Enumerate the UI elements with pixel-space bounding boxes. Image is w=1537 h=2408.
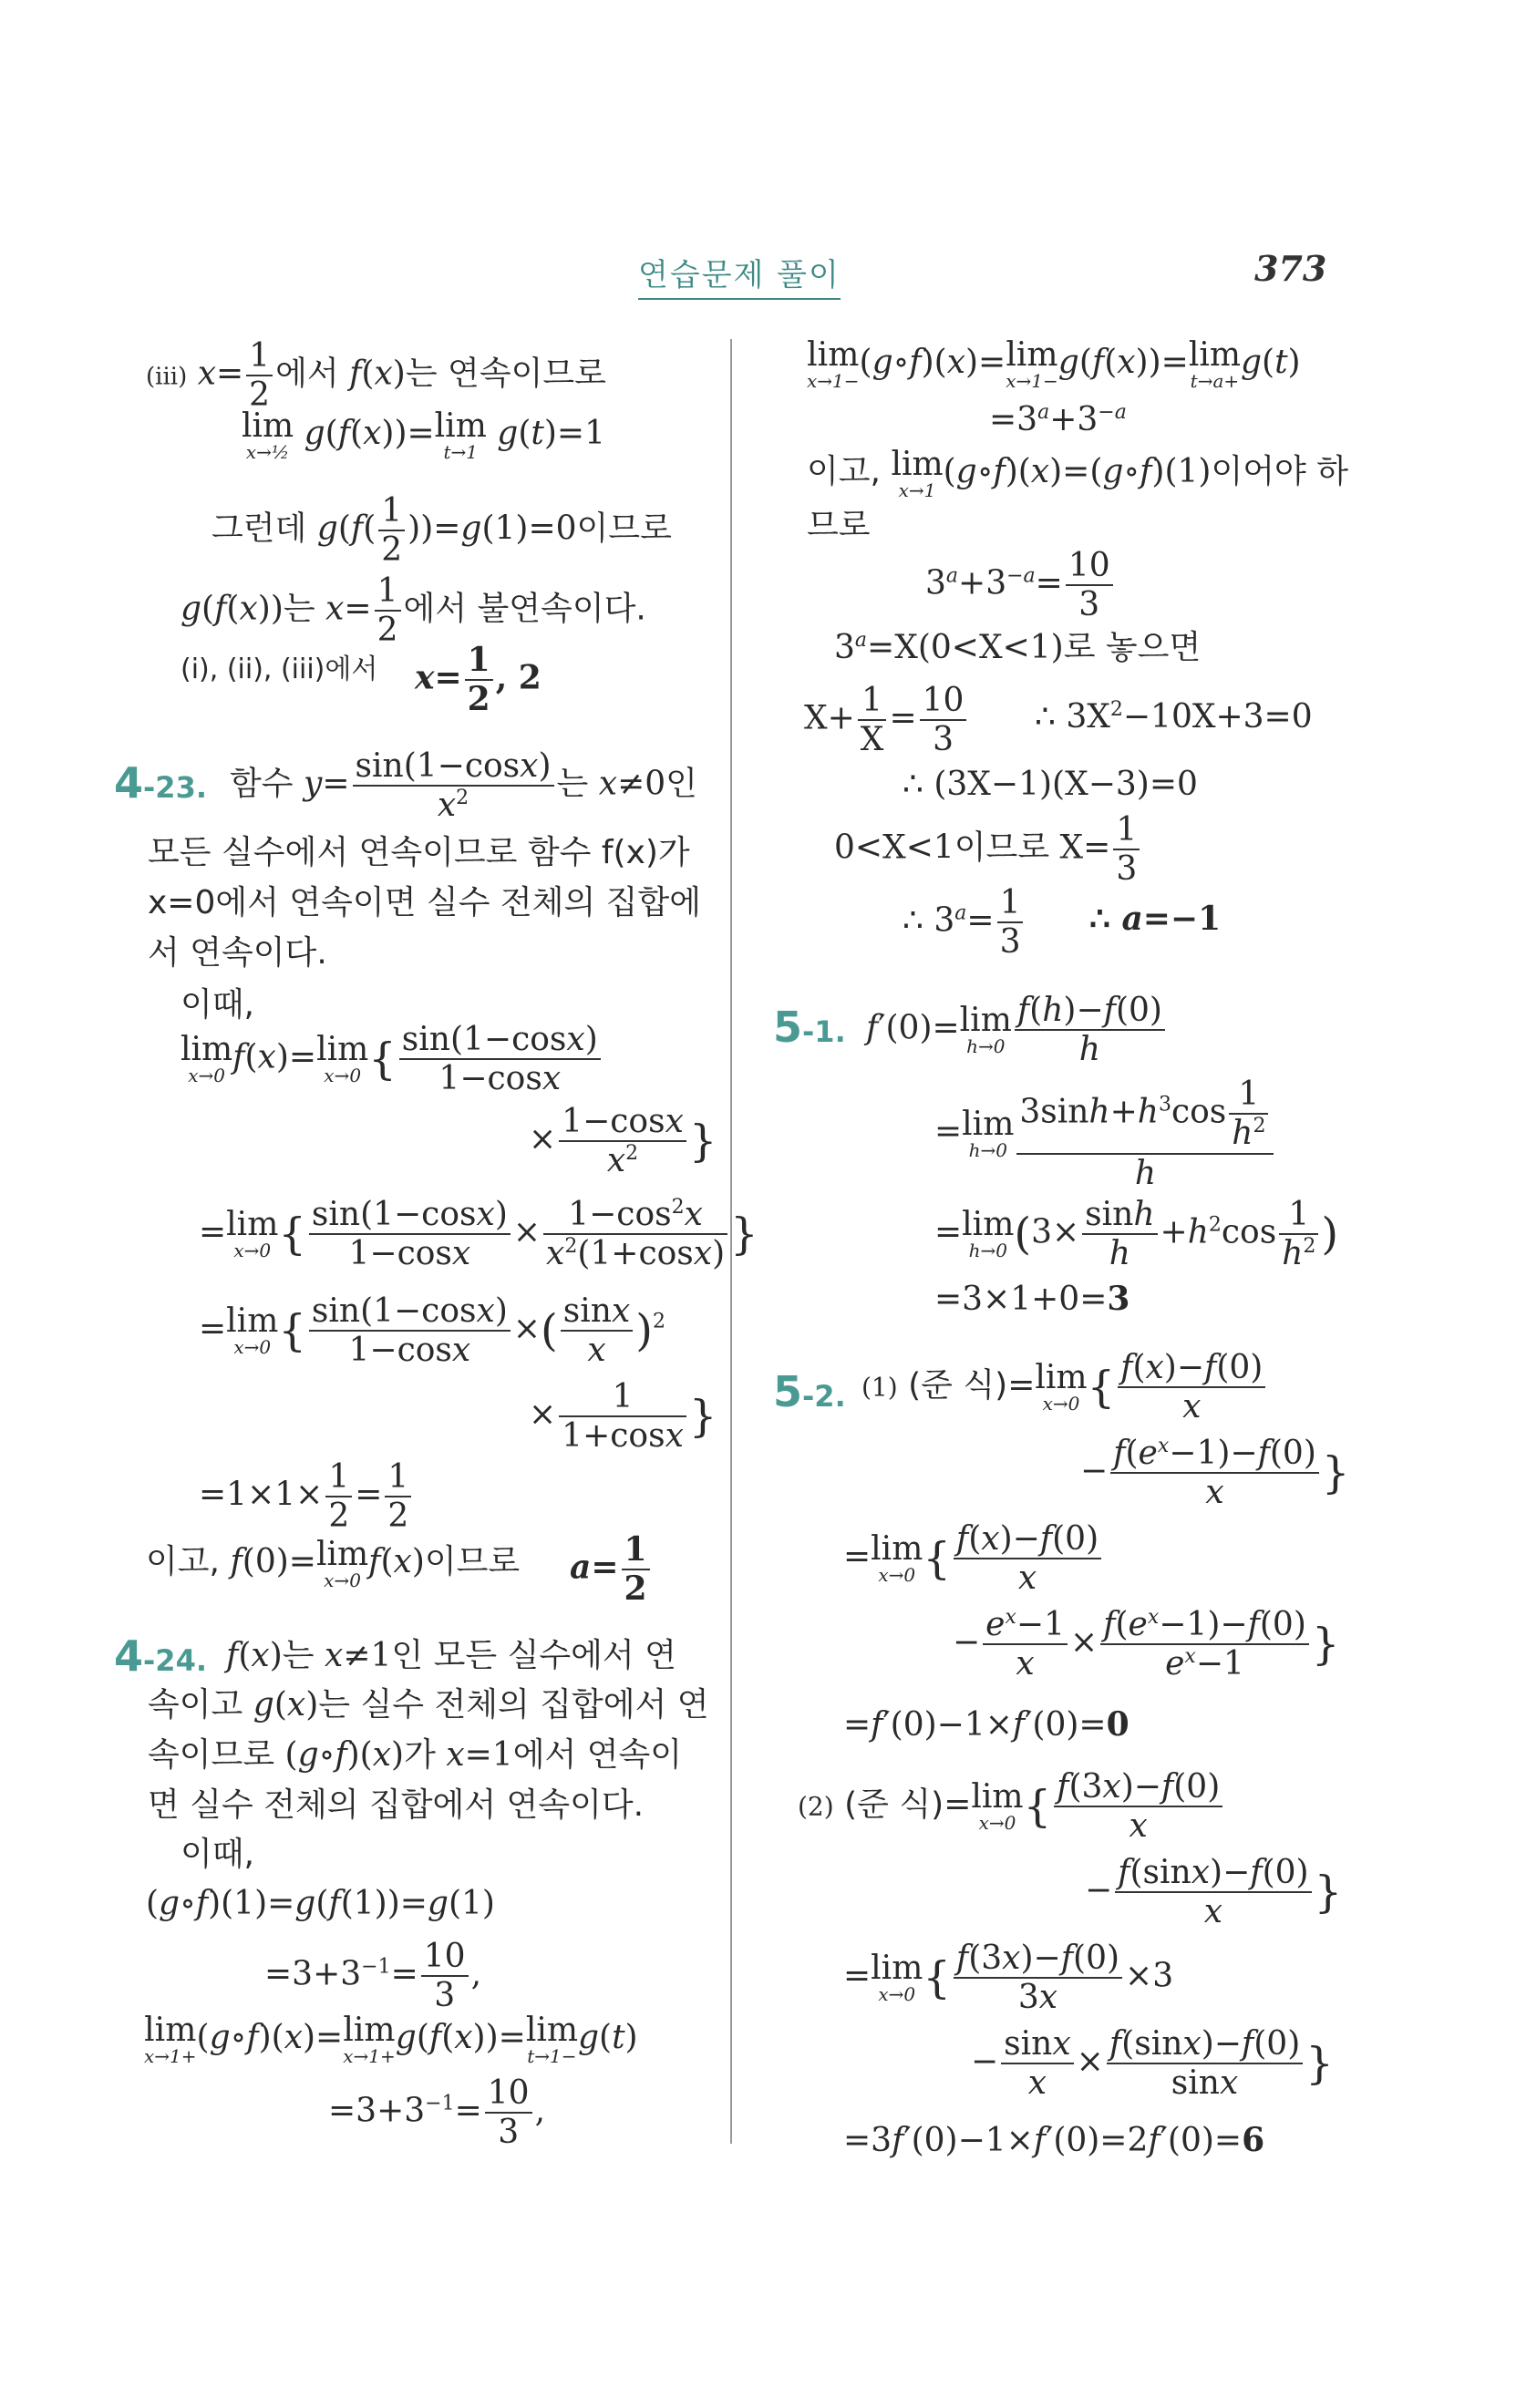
line-l18: f(x)는 x≠1인 모든 실수에서 연: [226, 1637, 676, 1674]
line-l08: x=0에서 연속이면 실수 전체의 집합에: [148, 884, 702, 921]
line-r05: $3^a+3^{-a}=$ $\frac{10}{3}$: [925, 547, 1116, 624]
line-r23: − $\frac{\sin x}{x}$ × $\frac{f(\sin x)-f(0)}{\sin x}$ }: [971, 2025, 1334, 2103]
line-r14: =3×1+0=3: [934, 1280, 1130, 1318]
line-r02: $=3^a+3^{-a}$: [989, 401, 1127, 438]
line-r17: = lim x→0 { $\frac{f(x)-f(0)}{x}$: [843, 1520, 1104, 1598]
line-l26: $=3+3^{-1}=$ $\frac{10}{3}$ ,: [328, 2074, 546, 2152]
line-r21: − $\frac{f(\sin x)-f(0)}{x}$ }: [1085, 1854, 1343, 1931]
line-r24: =3f′(0)−1×f′(0)=2f′(0)=6: [843, 2121, 1265, 2159]
line-r01: lim x→1− (g∘f)(x)= lim x→1− g(f(x))= lim t→a+ g(t): [807, 336, 1301, 392]
line-l05: (i), (ii), (iii)에서: [181, 653, 378, 685]
line-l01: (iii) x= $\frac{1}{2}$ 에서 f(x)는 연속이므로: [146, 337, 606, 415]
line-l13: = lim x→0 { $\frac{\sin(1-\cos x)}{1-\cos x}$ × $\frac{1-\cos^2x}{x^2(1+\cos x)}$ }: [199, 1196, 758, 1273]
line-l23: (g∘f)(1)=g(f(1))=g(1): [146, 1885, 495, 1922]
page-number: 373: [1254, 248, 1327, 289]
line-r18: − $\frac{e^x-1}{x}$ × $\frac{f(e^x-1)-f(0)}{e^x-1}$ }: [953, 1606, 1340, 1683]
section-title: 연습문제 풀이: [638, 250, 841, 300]
line-l11: lim x→0 f(x)= lim x→0 { $\frac{\sin(1-\cos x)}{1-\cos x}$: [181, 1021, 603, 1098]
line-r19: =f′(0)−1×f′(0)=0: [843, 1705, 1130, 1744]
page-header: [0, 244, 1537, 299]
answer-l17b: a= $\frac{1}{2}$: [570, 1531, 653, 1609]
line-r04: 므로: [807, 507, 871, 544]
line-l06: 함수 y= $\frac{\sin(1-\cos x)}{x^2}$ 는 x≠0인: [230, 747, 697, 825]
line-l12: × $\frac{1-\cos x}{x^2}$ }: [529, 1103, 717, 1180]
line-r03: 이고, lim x→1 (g∘f)(x)=(g∘f)(1)이어야 하: [807, 446, 1349, 501]
line-l15: × $\frac{1}{1+\cos x}$ }: [529, 1378, 717, 1456]
line-l07: 모든 실수에서 연속이므로 함수 f(x)가: [148, 834, 690, 871]
line-l19: 속이고 g(x)는 실수 전체의 집합에서 연: [148, 1686, 709, 1724]
problem-number-5-1: 5-1.: [773, 1003, 846, 1052]
line-r13: = lim h→0 (3× $\frac{\sinh}{h}$ $+h^2\cos$ $\frac{1}{h^2}$ ): [934, 1196, 1339, 1273]
answer-l05b: x= $\frac{1}{2}$ , 2: [415, 641, 542, 719]
line-r15: (1) (준 식)= lim x→0 { $\frac{f(x)-f(0)}{x}$: [861, 1349, 1268, 1426]
line-r11: f′(0)= lim h→0 $\frac{f(h)-f(0)}{h}$: [866, 992, 1168, 1069]
line-r09: 0<X<1이므로 X= $\frac{1}{3}$: [834, 811, 1142, 889]
line-l14: = lim x→0 { $\frac{\sin(1-\cos x)}{1-\cos x}$ ×( $\frac{\sin x}{x}$ )$^2$: [199, 1292, 665, 1370]
line-l20: 속이므로 (g∘f)(x)가 x=1에서 연속이: [148, 1736, 683, 1774]
line-l02: lim x→½ g(f(x))= lim t→1 g(t)=1: [242, 407, 605, 463]
line-r22: = lim x→0 { $\frac{f(3x)-f(0)}{3x}$ ×3: [843, 1940, 1174, 2017]
line-r20: (2) (준 식)= lim x→0 { $\frac{f(3x)-f(0)}{x}$: [798, 1768, 1225, 1846]
line-l10: 이때,: [181, 986, 254, 1024]
problem-number-5-2: 5-2.: [773, 1367, 846, 1416]
answer-r10b: ∴ a=−1: [1089, 900, 1222, 938]
line-l04: g(f(x))는 x= $\frac{1}{2}$ 에서 불연속이다.: [181, 572, 646, 650]
line-r16: − $\frac{f(e^x-1)-f(0)}{x}$ }: [1080, 1435, 1350, 1512]
line-r06: $3^a=X(0<X<1)$로 놓으면: [834, 629, 1202, 666]
problem-number-4-24: 4-24.: [114, 1631, 207, 1681]
line-r07b: ∴ $3X^2-10X+3=0$: [1035, 698, 1313, 736]
line-l25: lim x→1+ (g∘f)(x)= lim x→1+ g(f(x))= lim t→1− g(t): [144, 2012, 638, 2067]
line-l03: 그런데 g(f( $\frac{1}{2}$ ))=g(1)=0이므로: [211, 492, 672, 570]
line-l09: 서 연속이다.: [148, 934, 327, 972]
line-r12: = lim h→0 $3\sinh+h^3\cos$ $\frac{1}{h^2}$ h: [934, 1075, 1276, 1192]
line-l24: $=3+3^{-1}=$ $\frac{10}{3}$ ,: [264, 1938, 482, 2015]
problem-number-4-23: 4-23.: [114, 758, 207, 808]
line-r08: ∴ (3X−1)(X−3)=0: [903, 766, 1198, 803]
line-r10: ∴ $3^a=$ $\frac{1}{3}$: [903, 884, 1026, 962]
line-l16: =1×1× $\frac{1}{2}$ = $\frac{1}{2}$: [199, 1458, 414, 1536]
line-l21: 면 실수 전체의 집합에서 연속이다.: [148, 1786, 645, 1824]
line-l17: 이고, f(0)= lim x→0 f(x)이므로: [146, 1536, 521, 1591]
line-l22: 이때,: [181, 1836, 254, 1873]
line-r07: X+ $\frac{1}{X}$ = $\frac{10}{3}$: [804, 682, 969, 759]
